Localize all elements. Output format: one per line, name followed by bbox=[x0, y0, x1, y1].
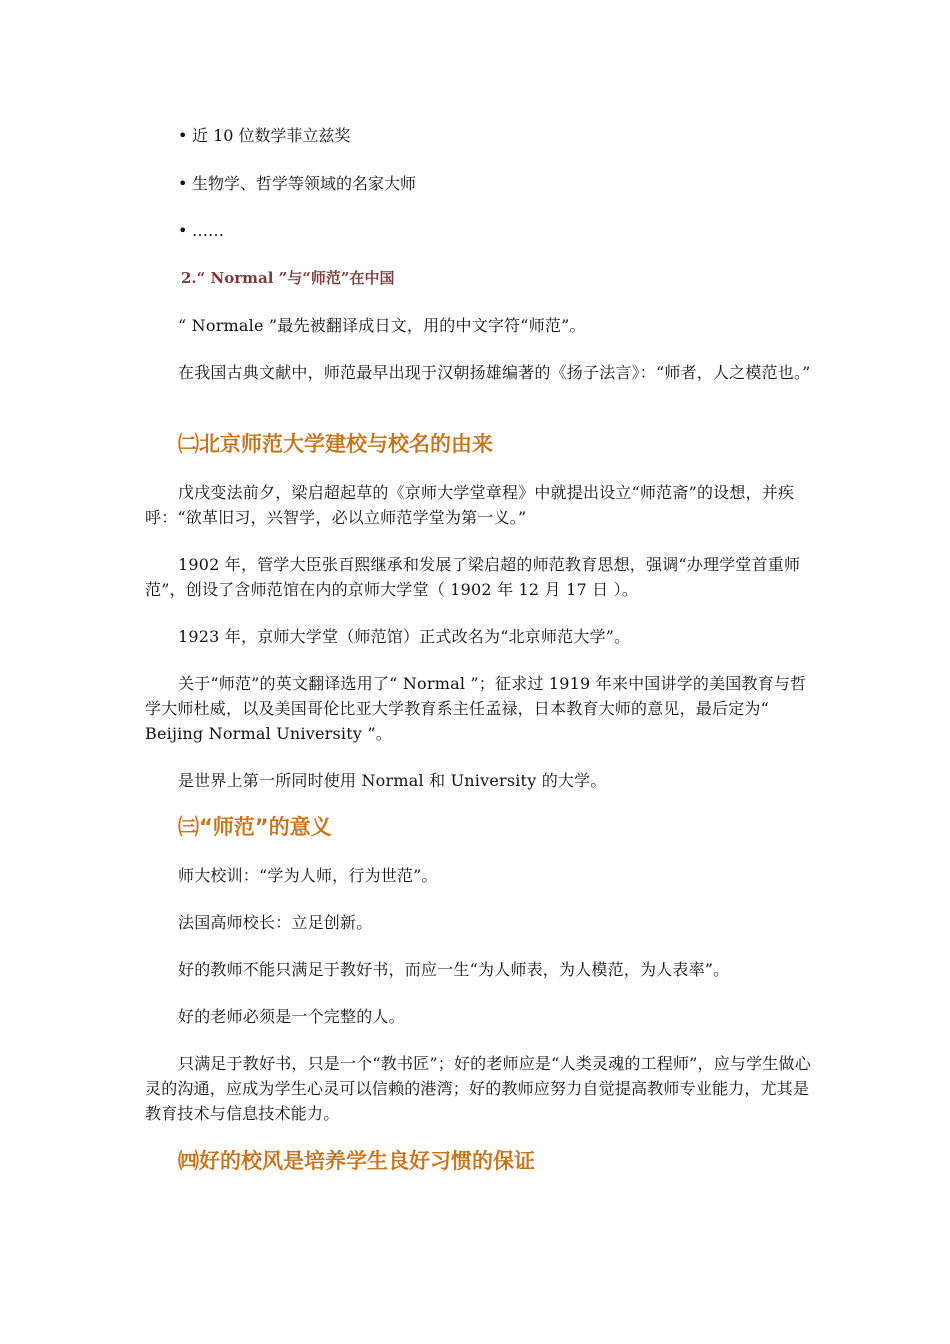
bullet-dot: • bbox=[178, 221, 188, 240]
paragraph: 在我国古典文献中，师范最早出现于汉朝扬雄编著的《扬子法言》：“师者，人之模范也。” bbox=[178, 363, 811, 382]
paragraph: 是世界上第一所同时使用 Normal 和 University 的大学。 bbox=[178, 771, 607, 790]
paragraph: 好的老师必须是一个完整的人。 bbox=[178, 1007, 405, 1026]
paragraph: 法国高师校长：立足创新。 bbox=[178, 913, 373, 932]
paragraph: 1923 年，京师大学堂（师范馆）正式改名为“北京师范大学”。 bbox=[178, 627, 631, 646]
bullet-text: 近 10 位数学菲立兹奖 bbox=[192, 126, 351, 145]
section-heading-meaning-of-shifan: ㈢“师范”的意义 bbox=[178, 815, 332, 839]
paragraph: 好的教师不能只满足于教好书，而应一生“为人师表，为人模范，为人表率”。 bbox=[178, 960, 730, 979]
section-heading-school-spirit: ㈣好的校风是培养学生良好习惯的保证 bbox=[178, 1149, 535, 1173]
paragraph: 只满足于教好书，只是一个“教书匠”；好的老师应是“人类灵魂的工程师”，应与学生做心灵的沟通，应成为学生心灵可以信赖的港湾；好的教师应努力自觉提高教师专业能力，尤其是教育技术与信息技术能力。 bbox=[145, 1054, 811, 1123]
bullet-item bbox=[178, 124, 351, 148]
section-heading-school-name-origin: ㈡北京师范大学建校与校名的由来 bbox=[178, 432, 493, 456]
paragraph: 1902 年，管学大臣张百熙继承和发展了梁启超的师范教育思想，强调“办理学堂首重师范”，创设了含师范馆在内的京师大学堂（ 1902 年 12 月 17 日 ）。 bbox=[145, 555, 801, 599]
bullet-item bbox=[178, 219, 224, 243]
bullet-dot: • bbox=[178, 126, 188, 145]
sub-heading-normal-in-china: 2.“ Normal ”与“师范”在中国 bbox=[181, 269, 395, 287]
bullet-item bbox=[178, 172, 416, 196]
paragraph: 关于“师范”的英文翻译选用了“ Normal ”；征求过 1919 年来中国讲学的美国教育与哲学大师杜威，以及美国哥伦比亚大学教育系主任孟禄，日本教育大师的意见，最后定为“ Beijing Normal University ”。 bbox=[145, 674, 807, 743]
paragraph: 戊戌变法前夕，梁启超起草的《京师大学堂章程》中就提出设立“师范斋”的设想，并疾呼：“欲革旧习，兴智学，必以立师范学堂为第一义。” bbox=[145, 483, 795, 527]
bullet-text: 生物学、哲学等领域的名家大师 bbox=[192, 174, 417, 193]
paragraph: “ Normale ”最先被翻译成日文，用的中文字符“师范”。 bbox=[178, 316, 586, 335]
bullet-text: …… bbox=[192, 221, 224, 240]
bullet-dot: • bbox=[178, 174, 188, 193]
paragraph: 师大校训：“学为人师，行为世范”。 bbox=[178, 866, 438, 885]
